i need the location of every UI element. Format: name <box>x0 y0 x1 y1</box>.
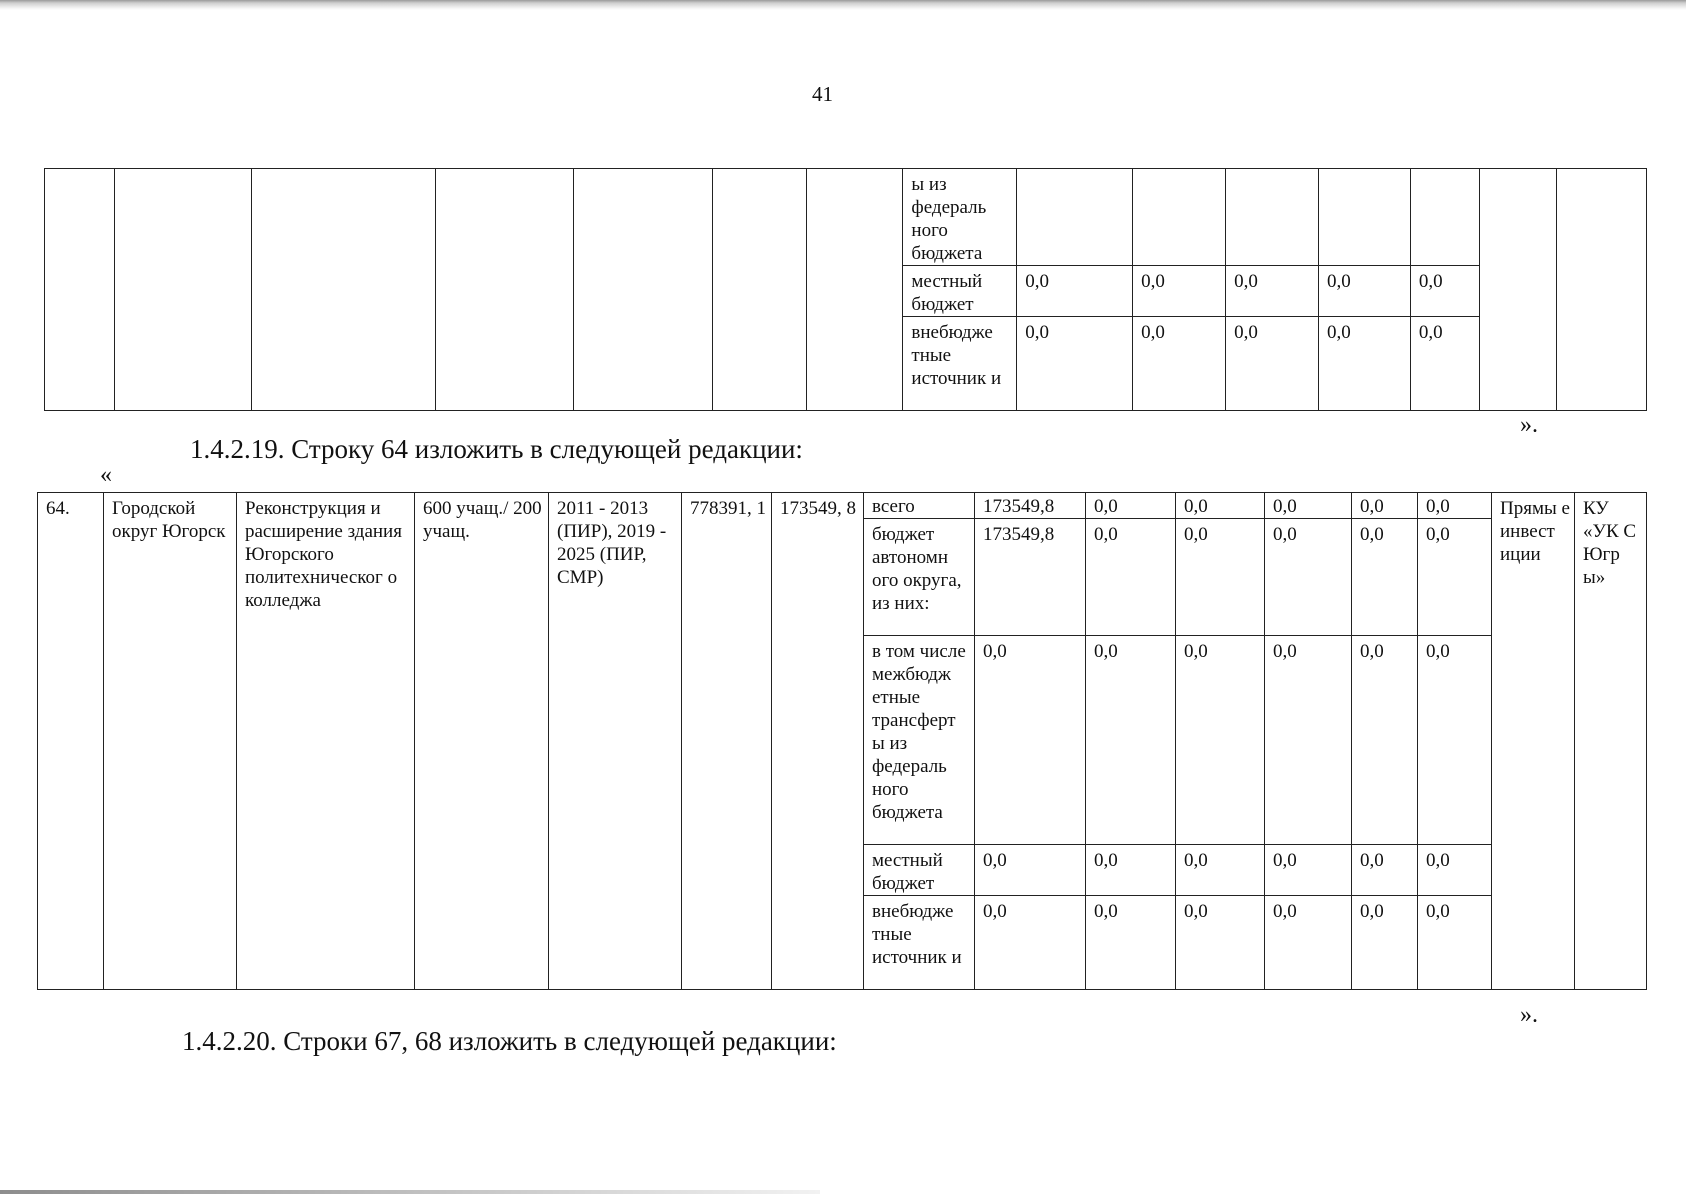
funding-source-cell: внебюдже тные источник и <box>903 317 1017 411</box>
value-cell: 0,0 <box>1418 845 1492 896</box>
value-cell: 0,0 <box>1410 317 1479 411</box>
investment-type-cell <box>1479 169 1556 411</box>
opening-quote: « <box>100 462 112 488</box>
investment-type: Прямы е инвест иции <box>1492 493 1575 990</box>
funding-source-cell: внебюдже тные источник и <box>864 896 975 990</box>
funding-source-cell: местный бюджет <box>903 266 1017 317</box>
total-funding: 173549, 8 <box>772 493 864 990</box>
value-cell: 0,0 <box>1086 519 1176 636</box>
funding-source-cell: местный бюджет <box>864 845 975 896</box>
value-cell: 0,0 <box>1319 317 1411 411</box>
value-cell: 0,0 <box>1418 896 1492 990</box>
value-cell: 0,0 <box>1410 266 1479 317</box>
estimated-cost-cell <box>713 169 807 411</box>
closing-quote: ». <box>1520 412 1538 438</box>
period: 2011 - 2013 (ПИР), 2019 - 2025 (ПИР, СМР) <box>549 493 682 990</box>
value-cell: 0,0 <box>1017 317 1133 411</box>
value-cell: 0,0 <box>975 636 1086 845</box>
value-cell: 0,0 <box>1418 493 1492 519</box>
funding-source-cell: в том числе межбюдж етные трансферт ы из федераль ного бюджета <box>864 636 975 845</box>
value-cell: 173549,8 <box>975 519 1086 636</box>
value-cell: 0,0 <box>1418 636 1492 845</box>
customer: КУ «УК С Югр ы» <box>1575 493 1647 990</box>
value-cell <box>1410 169 1479 266</box>
amendment-paragraph: 1.4.2.19. Строку 64 изложить в следующей редакции: <box>190 434 803 464</box>
funding-source-cell: бюджет автономн ого округа, из них: <box>864 519 975 636</box>
scan-edge-bottom <box>0 1190 820 1194</box>
value-cell: 0,0 <box>1352 636 1418 845</box>
value-cell: 0,0 <box>1418 519 1492 636</box>
value-cell: 0,0 <box>1265 493 1352 519</box>
value-cell: 0,0 <box>1176 896 1265 990</box>
value-cell: 0,0 <box>1352 896 1418 990</box>
period-cell <box>574 169 713 411</box>
value-cell: 0,0 <box>1226 317 1319 411</box>
customer-cell <box>1557 169 1647 411</box>
value-cell: 173549,8 <box>975 493 1086 519</box>
value-cell: 0,0 <box>1133 317 1226 411</box>
capacity: 600 учащ./ 200 учащ. <box>415 493 549 990</box>
number-cell <box>45 169 115 411</box>
value-cell: 0,0 <box>1133 266 1226 317</box>
value-cell: 0,0 <box>1352 493 1418 519</box>
value-cell: 0,0 <box>1176 845 1265 896</box>
object-name: Реконструкция и расширение здания Югорского политехническог о колледжа <box>237 493 415 990</box>
scan-edge-top <box>0 0 1686 10</box>
value-cell: 0,0 <box>1265 636 1352 845</box>
value-cell: 0,0 <box>1319 266 1411 317</box>
funding-source-cell: ы из федераль ного бюджета <box>903 169 1017 266</box>
value-cell: 0,0 <box>1086 845 1176 896</box>
capacity-cell <box>435 169 574 411</box>
value-cell <box>1017 169 1133 266</box>
value-cell: 0,0 <box>1226 266 1319 317</box>
value-cell: 0,0 <box>1086 896 1176 990</box>
value-cell <box>1319 169 1411 266</box>
value-cell: 0,0 <box>1265 896 1352 990</box>
territory-cell <box>114 169 251 411</box>
closing-quote: ». <box>1520 1002 1538 1028</box>
amendment-paragraph: 1.4.2.20. Строки 67, 68 изложить в следующей редакции: <box>182 1026 837 1056</box>
value-cell: 0,0 <box>1352 845 1418 896</box>
value-cell: 0,0 <box>1265 845 1352 896</box>
value-cell: 0,0 <box>1352 519 1418 636</box>
estimated-cost: 778391, 1 <box>682 493 772 990</box>
value-cell: 0,0 <box>1086 493 1176 519</box>
value-cell: 0,0 <box>975 896 1086 990</box>
table-row <box>45 169 1647 266</box>
value-cell: 0,0 <box>1086 636 1176 845</box>
row-number: 64. <box>38 493 104 990</box>
continued-table <box>44 168 1647 411</box>
value-cell: 0,0 <box>1176 493 1265 519</box>
value-cell: 0,0 <box>1017 266 1133 317</box>
funding-source-cell: всего <box>864 493 975 519</box>
row-64-table <box>37 492 1647 990</box>
value-cell: 0,0 <box>1265 519 1352 636</box>
value-cell: 0,0 <box>1176 519 1265 636</box>
value-cell <box>1133 169 1226 266</box>
value-cell: 0,0 <box>975 845 1086 896</box>
territory: Городской округ Югорск <box>104 493 237 990</box>
value-cell <box>1226 169 1319 266</box>
object-cell <box>251 169 435 411</box>
value-cell: 0,0 <box>1176 636 1265 845</box>
table-row <box>38 493 1647 519</box>
total-funding-cell <box>807 169 903 411</box>
page-number: 41 <box>812 82 833 106</box>
